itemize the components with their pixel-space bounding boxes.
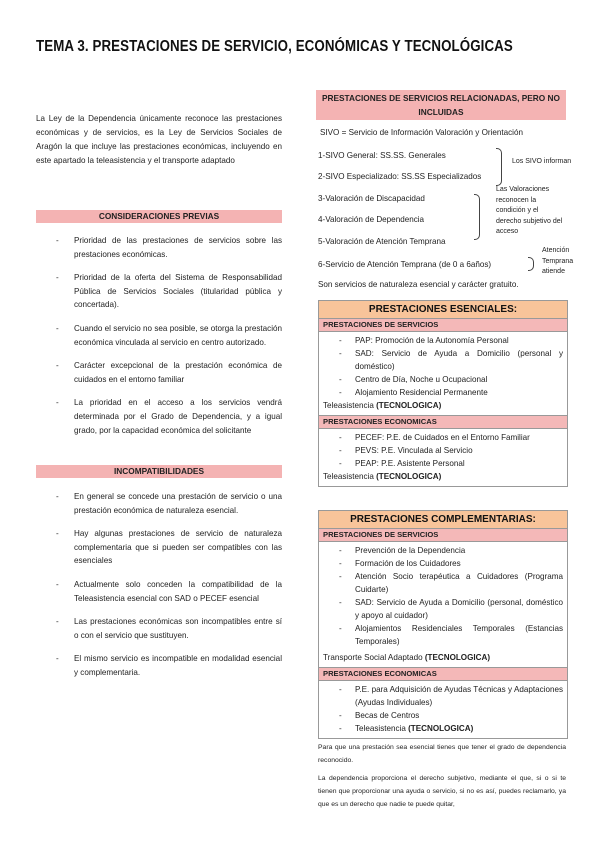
list-item: - Prioridad de las prestaciones de servicios sobre las prestaciones económicas. xyxy=(36,234,282,261)
brace-valoraciones xyxy=(474,194,480,240)
essential-economic xyxy=(319,429,567,486)
note-sivo: Los SIVO informan xyxy=(512,158,572,165)
list-item: - El mismo servicio es incompatible en modalidad esencial y complementaria. xyxy=(36,652,282,679)
footnote-essential: Para que una prestación sea esencial tienes que tener el grado de dependencia reconocido. xyxy=(318,744,566,764)
list-item: - Atención Socio terapéutica a Cuidadores (Programa Cuidarte) xyxy=(323,570,563,596)
list-item: - PECEF: P.E. de Cuidados en el Entorno Familiar xyxy=(323,431,563,444)
tech-tag: (TECNOLOGICA) xyxy=(424,653,491,662)
list-item: - Hay algunas prestaciones de servicio de naturaleza complementaria que si pueden ser compatibles con las esenciales xyxy=(36,527,282,568)
essential-services-heading: PRESTACIONES DE SERVICIOS xyxy=(319,319,567,332)
tele-label: Teleasistencia xyxy=(323,401,377,410)
list-item: - SAD: Servicio de Ayuda a Domicilio (personal, doméstico y apoyo al cuidador) xyxy=(323,596,563,622)
list-item: - Becas de Centros xyxy=(323,709,563,722)
footnote-dependency: La dependencia proporciona el derecho subjetivo, mediante el que, si o si te tienen que proporcionar una ayuda o servicio, si no es así, puedes reclamarlo, ya que es un derecho que nadie te puede quitar, xyxy=(318,775,566,808)
list-item: - Carácter excepcional de la prestación económica de cuidados en el entorno familiar xyxy=(36,359,282,386)
complementary-economic-heading: PRESTACIONES ECONOMICAS xyxy=(319,667,567,681)
complementary-box xyxy=(318,510,568,739)
related-line: 6-Servicio de Atención Temprana (de 0 a 6años) xyxy=(318,260,492,269)
page-title: TEMA 3. PRESTACIONES DE SERVICIO, ECONÓMICAS Y TECNOLÓGICAS xyxy=(36,38,513,55)
list-item: - Formación de los Cuidadores xyxy=(323,557,563,570)
complementary-services-heading: PRESTACIONES DE SERVICIOS xyxy=(319,529,567,542)
related-heading: PRESTACIONES DE SERVICIOS RELACIONADAS, PERO NO INCLUIDAS xyxy=(316,90,566,120)
related-line: 1-SIVO General: SS.SS. Generales xyxy=(318,151,446,160)
teleasistencia-line xyxy=(323,722,563,735)
essential-box xyxy=(318,300,568,487)
list-item: - Las prestaciones económicas son incompatibles entre sí o con el servicio que sustituyen. xyxy=(36,615,282,642)
brace-atencion xyxy=(528,257,534,271)
related-line: 3-Valoración de Discapacidad xyxy=(318,194,425,203)
list-item: - P.E. para Adquisición de Ayudas Técnicas y Adaptaciones (Ayudas Individuales) xyxy=(323,683,563,709)
related-line: 5-Valoración de Atención Temprana xyxy=(318,237,446,246)
tech-tag: (TECNOLOGICA) xyxy=(408,724,474,733)
tele-label: Teleasistencia xyxy=(323,472,377,481)
considerations-heading: CONSIDERACIONES PREVIAS xyxy=(36,210,282,223)
complementary-economic xyxy=(319,681,567,738)
essential-economic-heading: PRESTACIONES ECONOMICAS xyxy=(319,415,567,429)
related-footer: Son servicios de naturaleza esencial y carácter gratuito. xyxy=(318,280,519,289)
brace-sivo xyxy=(496,148,502,186)
list-item: - PEAP: P.E. Asistente Personal xyxy=(323,457,563,470)
related-line: 2-SIVO Especializado: SS.SS Especializados xyxy=(318,172,482,181)
essential-services xyxy=(319,332,567,415)
list-item: - SAD: Servicio de Ayuda a Domicilio (personal y doméstico) xyxy=(323,347,563,373)
sivo-definition: SIVO = Servicio de Información Valoración y Orientación xyxy=(320,128,523,137)
list-item: - PEVS: P.E. Vinculada al Servicio xyxy=(323,444,563,457)
list-item: - Alojamiento Residencial Permanente xyxy=(323,386,563,399)
tech-tag: (TECNOLOGICA) xyxy=(376,472,442,481)
list-item: - En general se concede una prestación de servicio o una prestación económica de naturaleza esencial. xyxy=(36,490,282,517)
teleasistencia-line xyxy=(323,470,563,483)
tech-tag: (TECNOLOGICA) xyxy=(376,401,442,410)
tele-label: Teleasistencia xyxy=(355,724,409,733)
list-item: - Alojamientos Residenciales Temporales (Estancias Temporales) xyxy=(323,622,563,648)
list-item: - La prioridad en el acceso a los servicios vendrá determinada por el Grado de Dependencia, y a igual grado, por la capacidad económica del solicitante xyxy=(36,396,282,437)
list-item: - Actualmente solo conceden la compatibilidad de la Teleasistencia esencial con SAD o PECEF esencial xyxy=(36,578,282,605)
list-item: - Centro de Día, Noche u Ocupacional xyxy=(323,373,563,386)
complementary-services xyxy=(319,542,567,651)
note-valoraciones: Las Valoraciones reconocen la condición y el derecho subjetivo del acceso xyxy=(496,186,563,235)
incompat-list xyxy=(36,490,282,690)
intro-paragraph: La Ley de la Dependencia únicamente reconoce las prestaciones económicas y de servicios, es la Ley de Servicios Sociales de Aragón la que incluye las prestaciones económicas, incluyendo en este apartado la teleasistencia y el transporte adaptado xyxy=(36,114,282,165)
essential-heading: PRESTACIONES ESENCIALES: xyxy=(319,301,567,319)
list-item: - PAP: Promoción de la Autonomía Personal xyxy=(323,334,563,347)
teleasistencia-line xyxy=(323,399,563,412)
transport-label: Transporte Social Adaptado xyxy=(323,653,425,662)
list-item: - Prevención de la Dependencia xyxy=(323,544,563,557)
list-item: - Prioridad de la oferta del Sistema de Responsabilidad Pública de Servicios Sociales (titularidad pública y concertada). xyxy=(36,271,282,312)
incompat-heading: INCOMPATIBILIDADES xyxy=(36,465,282,478)
note-atencion: Atención Temprana atiende xyxy=(542,247,574,275)
complementary-heading: PRESTACIONES COMPLEMENTARIAS: xyxy=(319,511,567,529)
list-item: - Cuando el servicio no sea posible, se otorga la prestación económica vinculada al servicio en centro autorizado. xyxy=(36,322,282,349)
transport-line xyxy=(319,651,567,667)
considerations-list xyxy=(36,234,282,447)
related-line: 4-Valoración de Dependencia xyxy=(318,215,425,224)
